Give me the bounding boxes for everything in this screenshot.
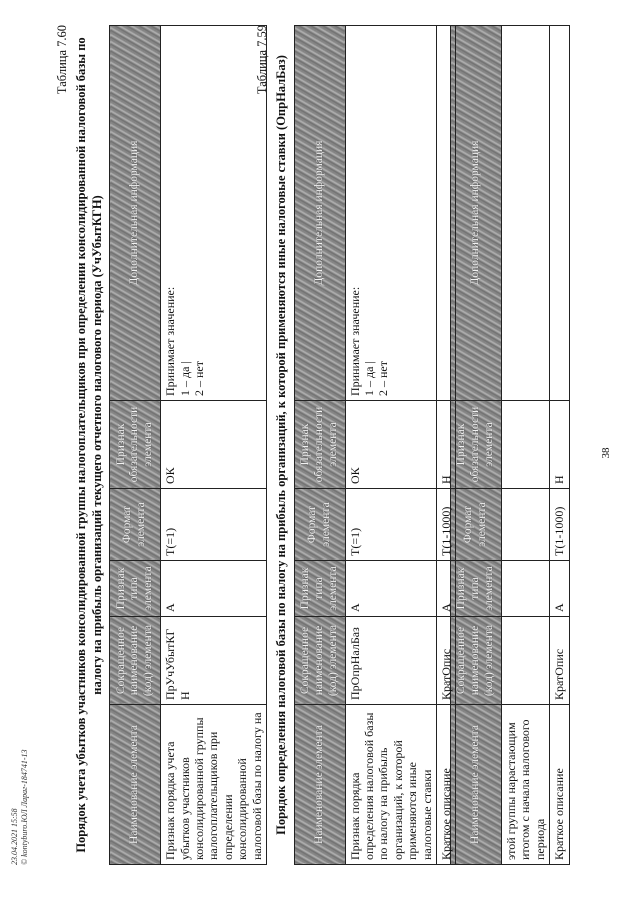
header-info: Дополнительная информация <box>294 26 345 401</box>
header-name: Наименование элемента <box>451 705 502 865</box>
cell-name: этой группы нарастающим итогом с начала налогового периода <box>502 705 550 865</box>
table-row <box>161 26 267 865</box>
header-type: Признак типа элемента <box>451 561 502 617</box>
header-type: Признак типа элемента <box>110 561 161 617</box>
cell-info <box>436 26 455 401</box>
header-format: Формат элемента <box>110 489 161 561</box>
cell-format: T(1-1000) <box>436 489 455 561</box>
cell-required: ОК <box>345 401 436 489</box>
cell-type: А <box>161 561 267 617</box>
table-top <box>450 25 570 865</box>
cell-code: КратОпис <box>550 617 569 705</box>
header-name: Наименование элемента <box>294 705 345 865</box>
table-row <box>550 26 569 865</box>
table-row <box>345 26 436 865</box>
table-7-59-section <box>255 25 456 865</box>
cell-format: T(=1) <box>161 489 267 561</box>
table-7-59 <box>294 25 457 865</box>
table-header-row <box>110 26 161 865</box>
cell-format: T(=1) <box>345 489 436 561</box>
cell-info: Принимает значение: 1 – да | 2 – нет <box>161 26 267 401</box>
cell-code: ПрУчУбытКГН <box>161 617 267 705</box>
cell-name: Краткое описание <box>436 705 455 865</box>
header-info: Дополнительная информация <box>451 26 502 401</box>
table-7-60-section <box>55 25 267 865</box>
header-code: Сокращенное наименование (код) элемента <box>294 617 345 705</box>
table-row <box>436 26 455 865</box>
header-info: Дополнительная информация <box>110 26 161 401</box>
header-code: Сокращенное наименование (код) элемента <box>110 617 161 705</box>
header-required: Признак обязательности элемента <box>294 401 345 489</box>
header-code: Сокращенное наименование (код) элемента <box>451 617 502 705</box>
cell-required: Н <box>436 401 455 489</box>
table-label: Таблица 7.60 <box>55 25 69 95</box>
cell-type: А <box>436 561 455 617</box>
table-top-section <box>450 25 570 865</box>
header-required: Признак обязательности элемента <box>451 401 502 489</box>
cell-type: А <box>345 561 436 617</box>
table-label: Таблица 7.59 <box>255 25 269 95</box>
table-title: Порядок определения налоговой базы по налогу на прибыль организаций, к которой применяются иные налоговые ставки (ОпрНалБаз) <box>274 55 288 835</box>
cell-format <box>502 489 550 561</box>
cell-required <box>502 401 550 489</box>
header-type: Признак типа элемента <box>294 561 345 617</box>
table-7-60 <box>109 25 267 865</box>
footer-date: 23.04.2021 15:58 <box>10 808 19 865</box>
header-format: Формат элемента <box>451 489 502 561</box>
cell-info <box>550 26 569 401</box>
page-number: 38 <box>600 447 612 459</box>
cell-required: ОК <box>161 401 267 489</box>
table-header-row <box>451 26 502 865</box>
cell-info: Принимает значение: 1 – да | 2 – нет <box>345 26 436 401</box>
cell-type <box>502 561 550 617</box>
header-format: Формат элемента <box>294 489 345 561</box>
cell-code <box>502 617 550 705</box>
table-row <box>502 26 550 865</box>
cell-format: T(1-1000) <box>550 489 569 561</box>
cell-info <box>502 26 550 401</box>
cell-code: КратОпис <box>436 617 455 705</box>
footer-stamp <box>10 749 29 865</box>
cell-name: Признак порядка учета убытков участников консолидированной группы налогоплательщиков при определении консолидированной налоговой базы по налогу на <box>161 705 267 865</box>
cell-name: Краткое описание <box>550 705 569 865</box>
header-name: Наименование элемента <box>110 705 161 865</box>
cell-name: Признак порядка определения налоговой базы по налогу на прибыль организаций, к которой применяются иные налоговые ставки <box>345 705 436 865</box>
header-required: Признак обязательности элемента <box>110 401 161 489</box>
cell-required: Н <box>550 401 569 489</box>
table-title: Порядок учета убытков участников консолидированной группы налогоплательщиков при определении консолидированной налоговой базы по налогу на прибыль организаций текущего отчетного налогового периода (УчУбытКГН) <box>74 37 104 853</box>
cell-code: ПрОпрНалБаз <box>345 617 436 705</box>
footer-source: © kontyburo.ЮЛ Лараг-184741-13 <box>19 749 29 865</box>
cell-type: А <box>550 561 569 617</box>
table-header-row <box>294 26 345 865</box>
